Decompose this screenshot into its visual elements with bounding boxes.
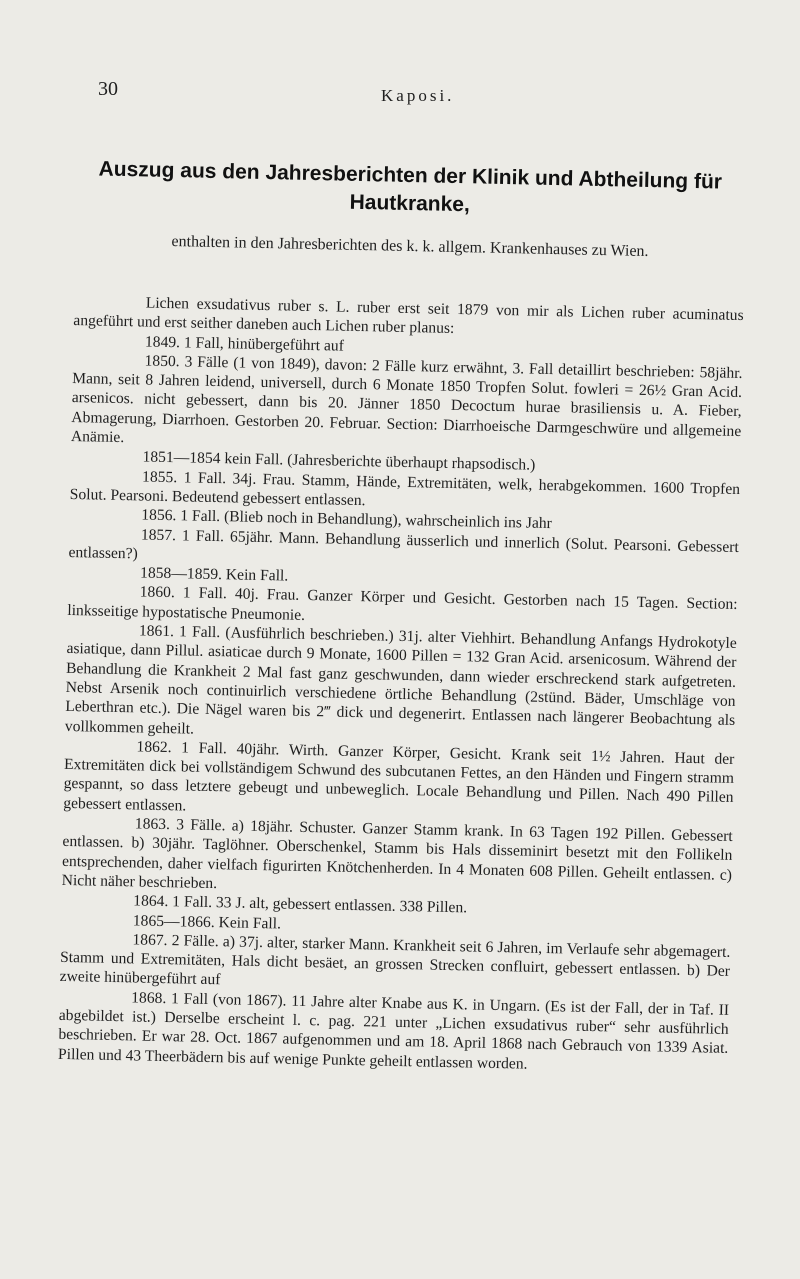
body-text <box>58 292 744 1078</box>
paragraph: 1858—1859. Kein Fall. <box>139 564 289 585</box>
paragraph: 1863. 3 Fälle. a) 18jähr. Schuster. Ganzer Stamm krank. In 63 Tagen 192 Pillen. Gebessert entlassen. b) 30jähr. Taglöhner. Oberschenkel, Stamm bis Hals disseminirt besetzt mit den Follikeln entsprechenden, daher vielfach figurirten Knötchenherden. In 4 Monaten 608 Pillen. Geheilt entlassen. c) Nicht näher beschrieben. <box>61 815 733 893</box>
paragraph: 1867. 2 Fälle. a) 37j. alter, starker Mann. Krankheit seit 6 Jahren, im Verlaufe sehr abgemagert. Stamm und Extremitäten, Hals dicht besäet, an grossen Strecken confluirt, gebessert entlassen. b) Der zweite hinübergeführt auf <box>59 931 731 989</box>
paragraph: 1855. 1 Fall. 34j. Frau. Stamm, Hände, Extremitäten, welk, herabgekommen. 1600 Tropfen Solut. Pearsoni. Bedeutend gebessert entlassen. <box>69 468 741 510</box>
paragraph: 1856. 1 Fall. (Blieb noch in Behandlung), wahrscheinlich ins Jahr <box>141 506 552 533</box>
paragraph: 1868. 1 Fall (von 1867). 11 Jahre alter Knabe aus K. in Ungarn. (Es ist der Fall, der in Taf. II abgebildet ist.) Derselbe erscheint l. c. pag. 221 unter „Lichen exsudativus ruber“ sehr ausführlich beschrieben. Er war 28. Oct. 1867 aufgenommen und am 18. April 1868 nach Gebrauch von 1339 Asiat. Pillen und 43 Theerbädern bis auf wenige Punkte geheilt entlassen worden. <box>57 989 730 1073</box>
section-title: Auszug aus den Jahresberichten der Klinik und Abtheilung für Hautkranke, <box>98 157 723 217</box>
paragraph: 1851—1854 kein Fall. (Jahresberichte überhaupt rhapsodisch.) <box>142 448 536 475</box>
paragraph: 1862. 1 Fall. 40jähr. Wirth. Ganzer Körper, Gesicht. Krank seit 1½ Jahren. Haut der Extremitäten dick bei vollständigem Schwund des subcutanen Fettes, an den Händen und Fingern stramm gespannt, so dass letztere gebeugt und unbeweglich. Locale Behandlung und Pillen. Nach 490 Pillen gebessert entlassen. <box>63 738 735 815</box>
paragraph: 1861. 1 Fall. (Ausführlich beschrieben.) 31j. alter Viehhirt. Behandlung Anfangs Hydrokotyle asiatique, dann Pillul. asiaticae durch 9 Monate, 1600 Pillen = 132 Gran Acid. arsenicosum. Während der Behandlung die Krankheit 2 Mal fast ganz geschwunden, dann wieder erschreckend stark aufgetreten. Nebst Arsenik noch continuirlich verschiedene örtliche Behandlung (2stünd. Bäder, Umschläge von Leberthran etc.). Die Nägel waren bis 2‴ dick und degenerirt. Entlassen nach längerer Beobachtung als vollkommen geheilt. <box>64 622 737 738</box>
paragraph: 1860. 1 Fall. 40j. Frau. Ganzer Körper und Gesicht. Gestorben nach 15 Tagen. Section: linksseitige hypostatische Pneumonie. <box>67 583 738 624</box>
paragraph: Lichen exsudativus ruber s. L. ruber erst seit 1879 von mir als Lichen ruber acuminatus angeführt und erst seither daneben auch Lichen ruber planus: <box>73 294 744 338</box>
paragraph: 1849. 1 Fall, hinübergeführt auf <box>144 333 345 355</box>
section-subtitle: enthalten in den Jahresberichten des k. k. allgem. Krankenhauses zu Wien. <box>171 233 649 260</box>
paragraph: 1864. 1 Fall. 33 J. alt, gebessert entlassen. 338 Pillen. <box>133 892 468 917</box>
paragraph: 1857. 1 Fall. 65jähr. Mann. Behandlung äusserlich und innerlich (Solut. Pearsoni. Gebessert entlassen?) <box>68 526 739 563</box>
paragraph: 1850. 3 Fälle (1 von 1849), davon: 2 Fälle kurz erwähnt, 3. Fall detaillirt beschrieben: 58jähr. Mann, seit 8 Jahren leidend, universell, durch 6 Monate 1850 Tropfen Solut. fowleri = 26½ Gran Acid. arsenicos. nicht gebessert, dann bis 20. Jänner 1850 Decoctum hurae brasiliensis u. A. Fieber, Abmagerung, Diarrhoen. Gestorben 20. Februar. Section: Diarrhoeische Darmgeschwüre und allgemeine Anämie. <box>70 352 743 447</box>
running-head: Kaposi. <box>381 86 455 105</box>
paragraph: 1865—1866. Kein Fall. <box>132 911 282 932</box>
page-number: 30 <box>98 78 118 100</box>
page-header <box>98 78 760 108</box>
